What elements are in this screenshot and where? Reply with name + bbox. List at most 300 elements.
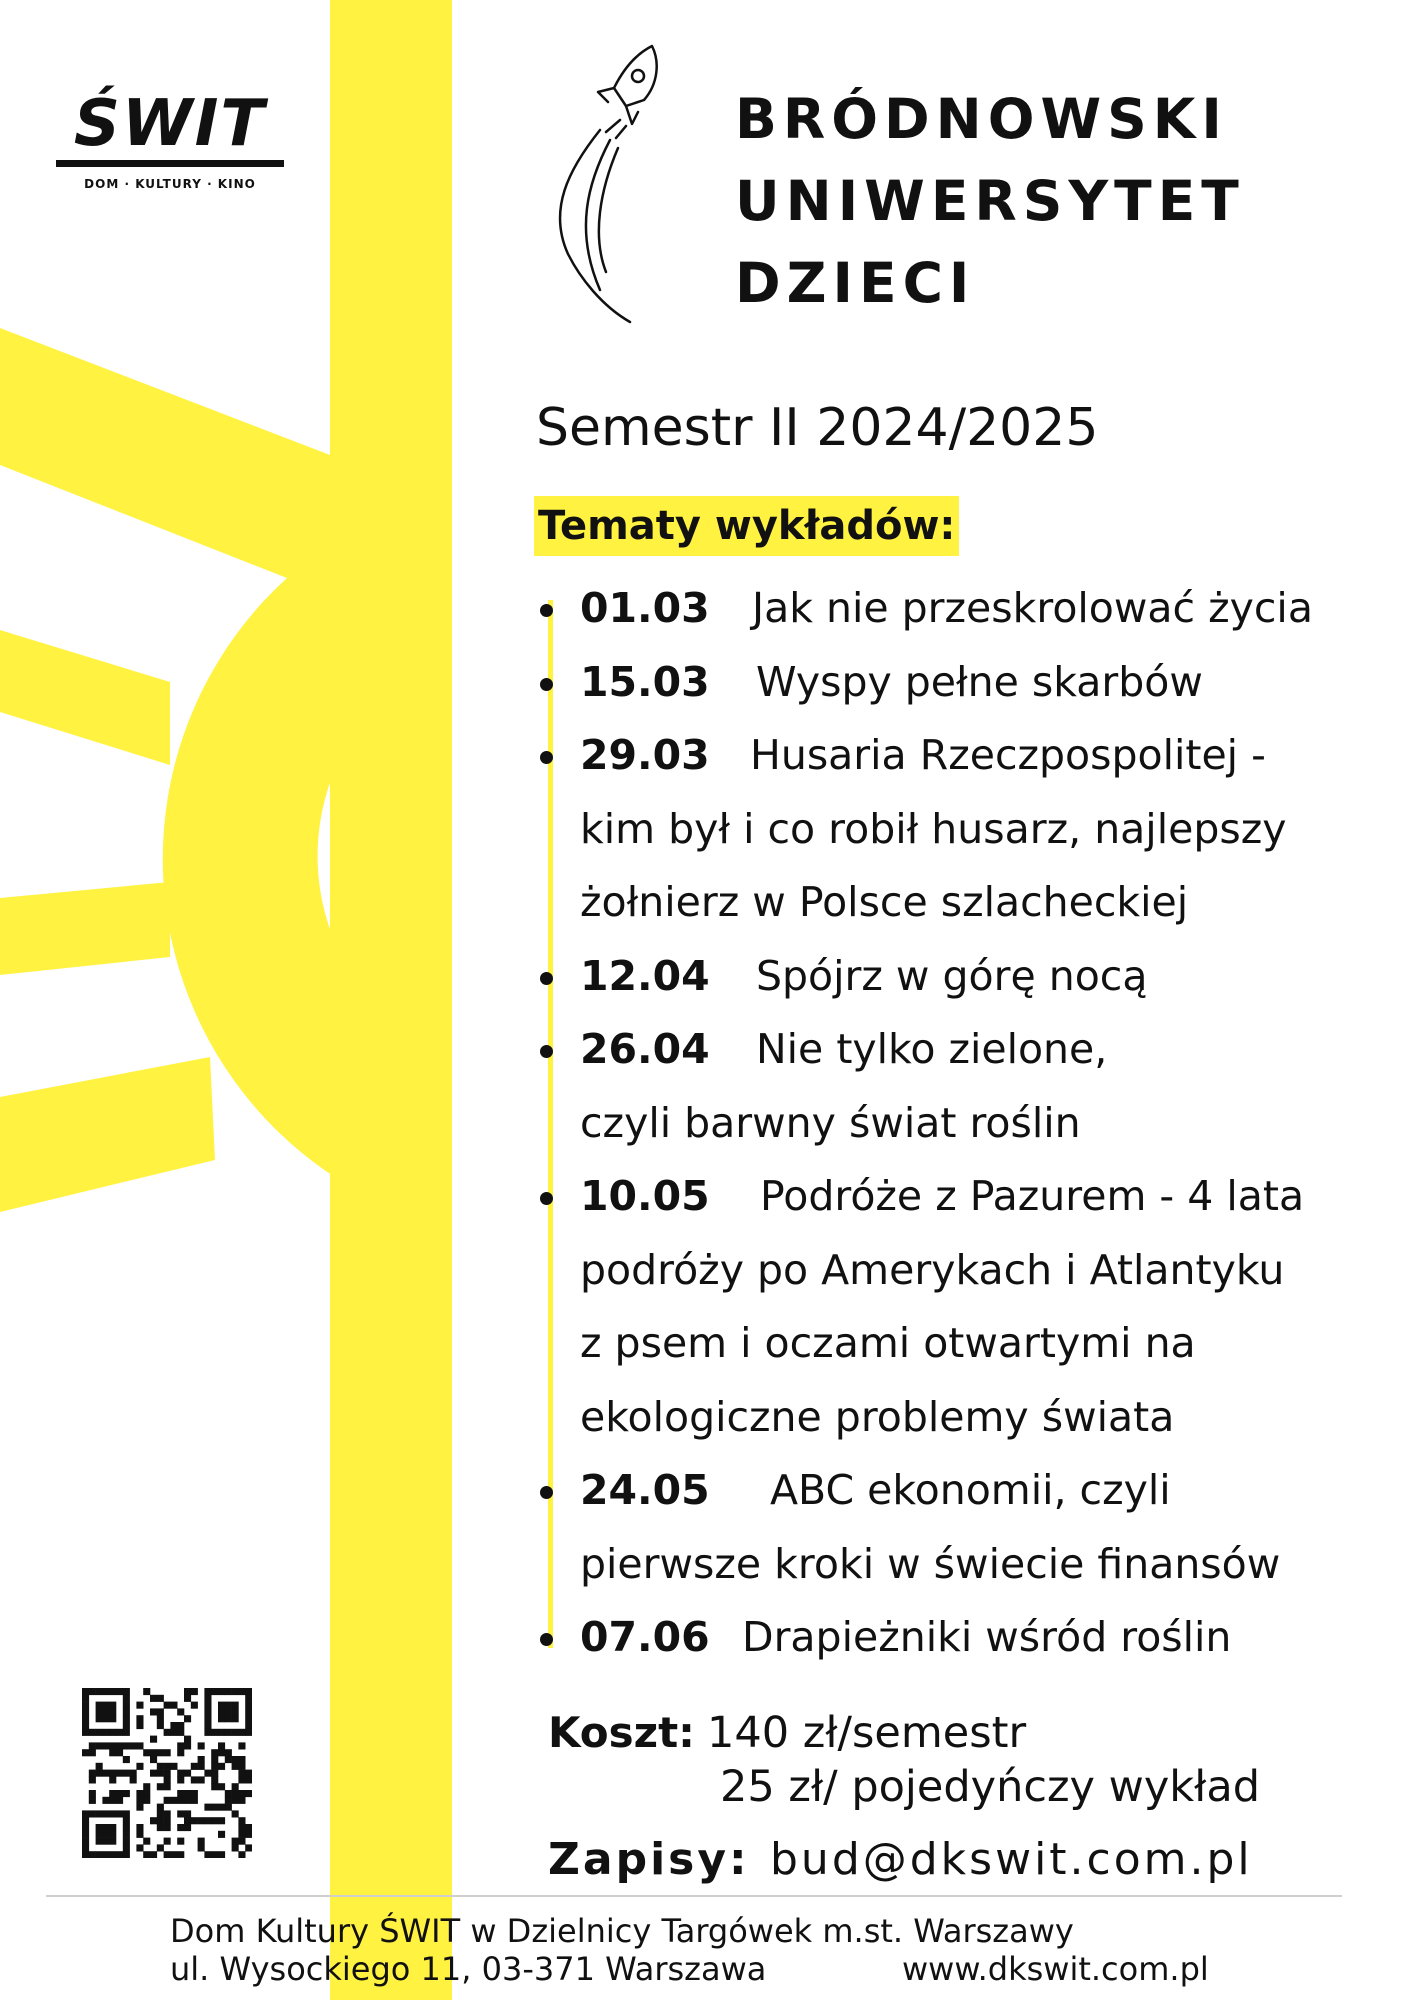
qr-module — [238, 1688, 245, 1695]
qr-module — [211, 1756, 218, 1763]
qr-module — [238, 1831, 245, 1838]
qr-module — [89, 1790, 96, 1797]
qr-module — [184, 1695, 191, 1702]
qr-module — [123, 1810, 130, 1817]
qr-module — [116, 1790, 123, 1797]
qr-module — [157, 1783, 164, 1790]
qr-module — [96, 1810, 103, 1817]
topic-bullet — [540, 678, 553, 691]
qr-module — [136, 1722, 143, 1729]
qr-module — [232, 1797, 239, 1804]
qr-module — [191, 1817, 198, 1824]
qr-module — [225, 1804, 232, 1811]
qr-module — [232, 1790, 239, 1797]
qr-module — [123, 1695, 130, 1702]
qr-module — [232, 1702, 239, 1709]
qr-module — [238, 1797, 245, 1804]
qr-module — [82, 1831, 89, 1838]
topic-text: Jak nie przeskrolować życia — [752, 584, 1313, 632]
qr-module — [89, 1797, 96, 1804]
topic-text: czyli barwny świat roślin — [580, 1098, 1081, 1147]
qr-module — [184, 1715, 191, 1722]
qr-module — [102, 1838, 109, 1845]
qr-module — [232, 1729, 239, 1736]
qr-module — [245, 1831, 252, 1838]
qr-module — [157, 1695, 164, 1702]
qr-code[interactable] — [82, 1688, 252, 1858]
qr-module — [177, 1770, 184, 1777]
qr-module — [136, 1790, 143, 1797]
topic-text: ekologiczne problemy świata — [580, 1392, 1175, 1441]
qr-module — [123, 1790, 130, 1797]
qr-module — [245, 1695, 252, 1702]
qr-module — [164, 1824, 171, 1831]
qr-module — [82, 1838, 89, 1845]
qr-module — [238, 1790, 245, 1797]
qr-module — [211, 1817, 218, 1824]
qr-module — [218, 1688, 225, 1695]
qr-module — [218, 1742, 225, 1749]
qr-module — [157, 1824, 164, 1831]
topic-text: ABC ekonomii, czyli — [770, 1466, 1171, 1514]
qr-module — [157, 1770, 164, 1777]
qr-module — [102, 1851, 109, 1858]
qr-module — [102, 1708, 109, 1715]
qr-module — [184, 1790, 191, 1797]
qr-module — [96, 1729, 103, 1736]
qr-module — [116, 1810, 123, 1817]
qr-module — [245, 1729, 252, 1736]
qr-module — [191, 1702, 198, 1709]
topic-date: 24.05 — [580, 1466, 710, 1514]
qr-module — [136, 1824, 143, 1831]
qr-module — [82, 1844, 89, 1851]
qr-module — [225, 1688, 232, 1695]
qr-module — [143, 1851, 150, 1858]
qr-module — [82, 1749, 89, 1756]
qr-module — [211, 1763, 218, 1770]
qr-module — [123, 1756, 130, 1763]
qr-module — [184, 1810, 191, 1817]
qr-module — [238, 1824, 245, 1831]
qr-module — [170, 1722, 177, 1729]
qr-module — [225, 1749, 232, 1756]
qr-module — [96, 1838, 103, 1845]
qr-module — [109, 1824, 116, 1831]
qr-module — [238, 1838, 245, 1845]
qr-module — [157, 1810, 164, 1817]
qr-module — [232, 1688, 239, 1695]
qr-module — [218, 1715, 225, 1722]
qr-module — [164, 1810, 171, 1817]
qr-module — [82, 1722, 89, 1729]
sun-ray-bottom — [0, 1057, 215, 1212]
qr-module — [123, 1844, 130, 1851]
qr-module — [198, 1776, 205, 1783]
topic-date: 10.05 — [580, 1172, 710, 1220]
qr-module — [245, 1824, 252, 1831]
qr-module — [109, 1797, 116, 1804]
topic-text: Drapieżniki wśród roślin — [742, 1613, 1232, 1661]
topic-text: podróży po Amerykach i Atlantyku — [580, 1245, 1285, 1294]
semester-label: Semestr II 2024/2025 — [536, 398, 1099, 458]
qr-module — [184, 1736, 191, 1743]
qr-module — [109, 1749, 116, 1756]
topic-bullet — [540, 972, 553, 985]
qr-module — [96, 1742, 103, 1749]
qr-module — [164, 1817, 171, 1824]
topic-date: 07.06 — [580, 1613, 710, 1661]
qr-module — [96, 1715, 103, 1722]
qr-module — [164, 1770, 171, 1777]
qr-module — [177, 1742, 184, 1749]
qr-module — [102, 1797, 109, 1804]
qr-module — [184, 1817, 191, 1824]
qr-module — [157, 1804, 164, 1811]
qr-module — [123, 1715, 130, 1722]
title-line: UNIWERSYTET — [735, 169, 1245, 233]
qr-module — [177, 1810, 184, 1817]
qr-module — [102, 1715, 109, 1722]
qr-module — [164, 1763, 171, 1770]
qr-module — [170, 1797, 177, 1804]
qr-module — [109, 1790, 116, 1797]
qr-module — [184, 1688, 191, 1695]
qr-module — [109, 1729, 116, 1736]
qr-module — [109, 1776, 116, 1783]
qr-module — [102, 1729, 109, 1736]
qr-module — [164, 1838, 171, 1845]
qr-module — [123, 1742, 130, 1749]
qr-module — [177, 1790, 184, 1797]
qr-module — [96, 1851, 103, 1858]
qr-module — [109, 1715, 116, 1722]
qr-module — [225, 1708, 232, 1715]
qr-module — [225, 1797, 232, 1804]
qr-module — [102, 1831, 109, 1838]
qr-module — [130, 1742, 137, 1749]
qr-module — [157, 1844, 164, 1851]
topic-text: Podróże z Pazurem - 4 lata — [760, 1172, 1305, 1220]
qr-module — [143, 1749, 150, 1756]
topic-date: 15.03 — [580, 657, 710, 706]
qr-module — [123, 1702, 130, 1709]
qr-module — [150, 1749, 157, 1756]
topic-bullet — [540, 604, 553, 617]
qr-module — [218, 1804, 225, 1811]
qr-module — [191, 1776, 198, 1783]
qr-module — [204, 1695, 211, 1702]
qr-module — [204, 1851, 211, 1858]
topics-heading: Tematy wykładów: — [534, 496, 959, 556]
topic-text: Wyspy pełne skarbów — [756, 657, 1203, 706]
qr-module — [123, 1708, 130, 1715]
qr-module — [136, 1844, 143, 1851]
topic-text: żołnierz w Polsce szlacheckiej — [580, 878, 1189, 926]
signup-email[interactable]: bud@dkswit.com.pl — [770, 1834, 1253, 1885]
qr-module — [238, 1851, 245, 1858]
qr-module — [211, 1851, 218, 1858]
qr-module — [102, 1688, 109, 1695]
qr-module — [102, 1770, 109, 1777]
rocket-icon — [540, 40, 690, 330]
topic-bullet — [540, 1486, 553, 1499]
qr-module — [170, 1729, 177, 1736]
qr-module — [109, 1702, 116, 1709]
qr-module — [204, 1702, 211, 1709]
qr-module — [232, 1763, 239, 1770]
qr-module — [232, 1844, 239, 1851]
qr-module — [157, 1763, 164, 1770]
qr-module — [136, 1742, 143, 1749]
qr-module — [157, 1722, 164, 1729]
qr-module — [123, 1770, 130, 1777]
topic-text: Husaria Rzeczpospolitej - — [750, 731, 1266, 779]
qr-module — [225, 1715, 232, 1722]
sun-ray-upper — [0, 630, 170, 765]
qr-module — [96, 1824, 103, 1831]
qr-module — [170, 1851, 177, 1858]
qr-module — [157, 1817, 164, 1824]
qr-module — [232, 1756, 239, 1763]
cost-semester: 140 zł/semestr — [707, 1708, 1027, 1758]
qr-module — [136, 1797, 143, 1804]
qr-module — [123, 1824, 130, 1831]
qr-module — [102, 1824, 109, 1831]
qr-module — [225, 1729, 232, 1736]
qr-module — [150, 1695, 157, 1702]
qr-module — [218, 1702, 225, 1709]
qr-module — [177, 1729, 184, 1736]
topic-text: pierwsze kroki w świecie finansów — [580, 1539, 1281, 1588]
qr-module — [102, 1702, 109, 1709]
title-line: DZIECI — [735, 251, 976, 315]
qr-module — [102, 1742, 109, 1749]
footer-website[interactable]: www.dkswit.com.pl — [902, 1950, 1209, 1988]
qr-module — [204, 1804, 211, 1811]
qr-module — [232, 1715, 239, 1722]
qr-module — [123, 1851, 130, 1858]
qr-module — [150, 1770, 157, 1777]
qr-module — [82, 1715, 89, 1722]
qr-module — [198, 1742, 205, 1749]
qr-module — [245, 1844, 252, 1851]
qr-module — [225, 1702, 232, 1709]
qr-module — [82, 1702, 89, 1709]
qr-module — [109, 1688, 116, 1695]
topic-text: z psem i oczami otwartymi na — [580, 1319, 1196, 1367]
qr-module — [89, 1810, 96, 1817]
qr-module — [143, 1688, 150, 1695]
qr-module — [157, 1715, 164, 1722]
qr-module — [143, 1797, 150, 1804]
qr-module — [191, 1763, 198, 1770]
qr-module — [89, 1688, 96, 1695]
qr-module — [184, 1797, 191, 1804]
qr-module — [82, 1824, 89, 1831]
qr-module — [184, 1742, 191, 1749]
qr-module — [150, 1851, 157, 1858]
topic-date: 12.04 — [580, 951, 710, 1000]
qr-module — [143, 1838, 150, 1845]
qr-module — [204, 1722, 211, 1729]
qr-module — [232, 1838, 239, 1845]
qr-module — [211, 1749, 218, 1756]
qr-module — [211, 1770, 218, 1777]
topic-text: Nie tylko zielone, — [756, 1025, 1108, 1073]
qr-module — [123, 1722, 130, 1729]
qr-module — [245, 1715, 252, 1722]
qr-module — [218, 1783, 225, 1790]
qr-module — [109, 1831, 116, 1838]
qr-module — [130, 1770, 137, 1777]
topic-date: 01.03 — [580, 584, 710, 632]
qr-module — [204, 1688, 211, 1695]
qr-module — [211, 1783, 218, 1790]
qr-module — [211, 1729, 218, 1736]
qr-module — [109, 1810, 116, 1817]
qr-module — [184, 1824, 191, 1831]
qr-module — [89, 1851, 96, 1858]
qr-module — [89, 1742, 96, 1749]
qr-module — [116, 1729, 123, 1736]
qr-module — [123, 1688, 130, 1695]
qr-module — [218, 1763, 225, 1770]
qr-module — [116, 1688, 123, 1695]
qr-module — [96, 1763, 103, 1770]
qr-module — [123, 1817, 130, 1824]
qr-module — [238, 1729, 245, 1736]
qr-module — [245, 1702, 252, 1709]
qr-module — [218, 1831, 225, 1838]
qr-module — [204, 1715, 211, 1722]
qr-module — [211, 1804, 218, 1811]
qr-module — [211, 1688, 218, 1695]
qr-module — [218, 1851, 225, 1858]
qr-module — [245, 1688, 252, 1695]
qr-module — [136, 1831, 143, 1838]
qr-module — [238, 1817, 245, 1824]
qr-module — [136, 1804, 143, 1811]
qr-module — [109, 1838, 116, 1845]
topic-text: kim był i co robił husarz, najlepszy — [580, 804, 1287, 853]
cost-single: 25 zł/ pojedyńczy wykład — [720, 1762, 1261, 1812]
qr-module — [96, 1708, 103, 1715]
qr-module — [96, 1770, 103, 1777]
qr-module — [204, 1770, 211, 1777]
qr-module — [143, 1790, 150, 1797]
qr-module — [109, 1742, 116, 1749]
swit-logo — [56, 87, 296, 191]
qr-module — [123, 1838, 130, 1845]
qr-module — [82, 1851, 89, 1858]
qr-module — [191, 1797, 198, 1804]
qr-module — [177, 1851, 184, 1858]
qr-module — [143, 1783, 150, 1790]
qr-module — [157, 1749, 164, 1756]
qr-module — [198, 1763, 205, 1770]
qr-module — [164, 1783, 171, 1790]
qr-module — [150, 1817, 157, 1824]
sun-ray-top — [0, 328, 330, 595]
topic-date: 26.04 — [580, 1025, 710, 1073]
signup-label: Zapisy: — [548, 1834, 750, 1885]
topic-bullet — [540, 1045, 553, 1058]
qr-module — [238, 1756, 245, 1763]
footer-address: ul. Wysockiego 11, 03-371 Warszawa — [170, 1950, 767, 1988]
qr-module — [232, 1783, 239, 1790]
qr-module — [245, 1770, 252, 1777]
qr-module — [184, 1770, 191, 1777]
qr-module — [102, 1810, 109, 1817]
qr-module — [109, 1708, 116, 1715]
qr-module — [136, 1702, 143, 1709]
qr-module — [116, 1742, 123, 1749]
qr-module — [198, 1817, 205, 1824]
qr-module — [177, 1824, 184, 1831]
qr-module — [89, 1776, 96, 1783]
qr-module — [123, 1831, 130, 1838]
qr-module — [218, 1749, 225, 1756]
qr-module — [211, 1776, 218, 1783]
qr-module — [116, 1749, 123, 1756]
qr-module — [238, 1776, 245, 1783]
qr-module — [82, 1688, 89, 1695]
qr-module — [164, 1797, 171, 1804]
footer-org: Dom Kultury ŚWIT w Dzielnicy Targówek m.st. Warszawy — [170, 1912, 1074, 1950]
qr-module — [150, 1708, 157, 1715]
qr-module — [116, 1797, 123, 1804]
topic-bullet — [540, 751, 553, 764]
qr-module — [164, 1749, 171, 1756]
footer-divider — [46, 1895, 1342, 1897]
sun-ray-lower — [0, 882, 170, 975]
qr-module — [198, 1844, 205, 1851]
qr-module — [177, 1749, 184, 1756]
qr-module — [218, 1708, 225, 1715]
logo-subtitle: DOM · KULTURY · KINO — [84, 177, 256, 191]
cost-label: Koszt: — [548, 1708, 695, 1757]
qr-module — [177, 1708, 184, 1715]
qr-module — [157, 1708, 164, 1715]
qr-module — [82, 1817, 89, 1824]
qr-module — [225, 1790, 232, 1797]
qr-module — [225, 1756, 232, 1763]
qr-module — [177, 1797, 184, 1804]
qr-module — [245, 1790, 252, 1797]
topic-bullet — [540, 1192, 553, 1205]
qr-module — [89, 1770, 96, 1777]
qr-module — [89, 1749, 96, 1756]
qr-module — [82, 1810, 89, 1817]
qr-module — [204, 1729, 211, 1736]
qr-module — [116, 1851, 123, 1858]
topic-date: 29.03 — [580, 731, 710, 779]
qr-module — [177, 1838, 184, 1845]
logo-wordmark: ŚWIT — [56, 92, 284, 167]
qr-module — [238, 1770, 245, 1777]
qr-module — [198, 1838, 205, 1845]
qr-module — [218, 1817, 225, 1824]
qr-module — [245, 1722, 252, 1729]
qr-module — [164, 1702, 171, 1709]
qr-module — [164, 1776, 171, 1783]
qr-module — [191, 1688, 198, 1695]
qr-module — [198, 1756, 205, 1763]
qr-module — [96, 1702, 103, 1709]
qr-module — [89, 1729, 96, 1736]
qr-module — [218, 1729, 225, 1736]
